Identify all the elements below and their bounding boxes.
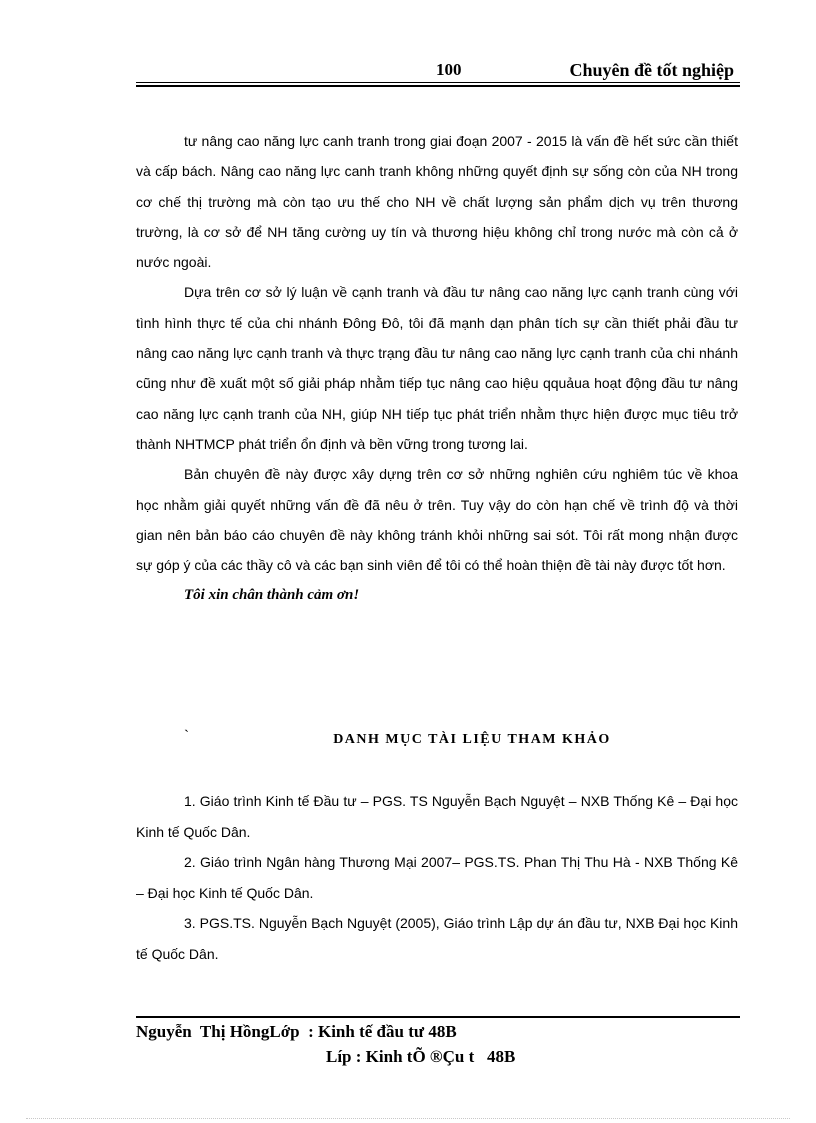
footer-rule [136,1016,740,1018]
paragraph: tư nâng cao năng lực canh tranh trong giai đoạn 2007 - 2015 là vấn đề hết sức cần thiết và cấp bách. Nâng cao năng lực canh tranh không những quyết định sự sống còn của NH trong cơ chế thị trường mà còn tạo ưu thế cho NH về chất lượng sản phẩm dịch vụ trên thương trường, là cơ sở để NH tăng cường uy tín và thương hiệu không chỉ trong nước mà còn cả ở nước ngoài. [136,133,738,271]
thanks-line: Tôi xin chân thành cảm ơn! [184,587,360,604]
body-text [136,126,738,611]
page-number: 100 [436,60,462,79]
page-bottom-border [26,1118,790,1119]
paragraph: Bản chuyên đề này được xây dựng trên cơ sở những nghiên cứu nghiêm túc về khoa học nhằm giải quyết những vấn đề đã nêu ở trên. Tuy vậy do còn hạn chế về trình độ và thời gian nên bản báo cáo chuyên đề này không tránh khỏi những sai sót. Tôi rất mong nhận được sự góp ý của các thầy cô và các bạn sinh viên để tôi có thể hoàn thiện đề tài này được tốt hơn. [136,466,738,574]
header-title: Chuyên đề tốt nghiệp [569,60,734,80]
reference-item: 3. PGS.TS. Nguyễn Bạch Nguyệt (2005), Giáo trình Lập dự án đầu tư, NXB Đại học Kinh tế Quốc Dân. [136,915,738,962]
footer-class-line: Líp : Kinh tÕ ®Çu t 48B [326,1047,516,1066]
paragraph: Dựa trên cơ sở lý luận về cạnh tranh và đầu tư nâng cao năng lực cạnh tranh cùng với tình hình thực tế của chi nhánh Đông Đô, tôi đã mạnh dạn phân tích sự cần thiết phải đầu tư nâng cao năng lực cạnh tranh và thực trạng đầu tư nâng cao năng lực cạnh tranh của chi nhánh cũng như đề xuất một số giải pháp nhằm tiếp tục nâng cao hiệu qquảua hoạt động đầu tư nâng cao năng lực cạnh tranh của NH, giúp NH tiếp tục phát triển nhằm thực hiện được mục tiêu trở thành NHTMCP phát triển ổn định và bền vững trong tương lai. [136,284,738,452]
header-rule-thick [136,85,740,87]
footer-author-class: Nguyễn Thị HồngLớp : Kinh tế đầu tư 48B [136,1022,457,1041]
reference-item: 1. Giáo trình Kinh tế Đầu tư – PGS. TS Nguyễn Bạch Nguyệt – NXB Thống Kê – Đại học Kinh tế Quốc Dân. [136,793,738,840]
references-heading: DANH MỤC TÀI LIỆU THAM KHẢO [333,732,611,747]
header-rule [136,82,740,83]
references-list [136,786,738,969]
page-header [136,58,740,84]
reference-item: 2. Giáo trình Ngân hàng Thương Mại 2007– PGS.TS. Phan Thị Thu Hà - NXB Thống Kê – Đại học Kinh tế Quốc Dân. [136,854,738,901]
stray-tick-mark: ` [184,728,189,744]
